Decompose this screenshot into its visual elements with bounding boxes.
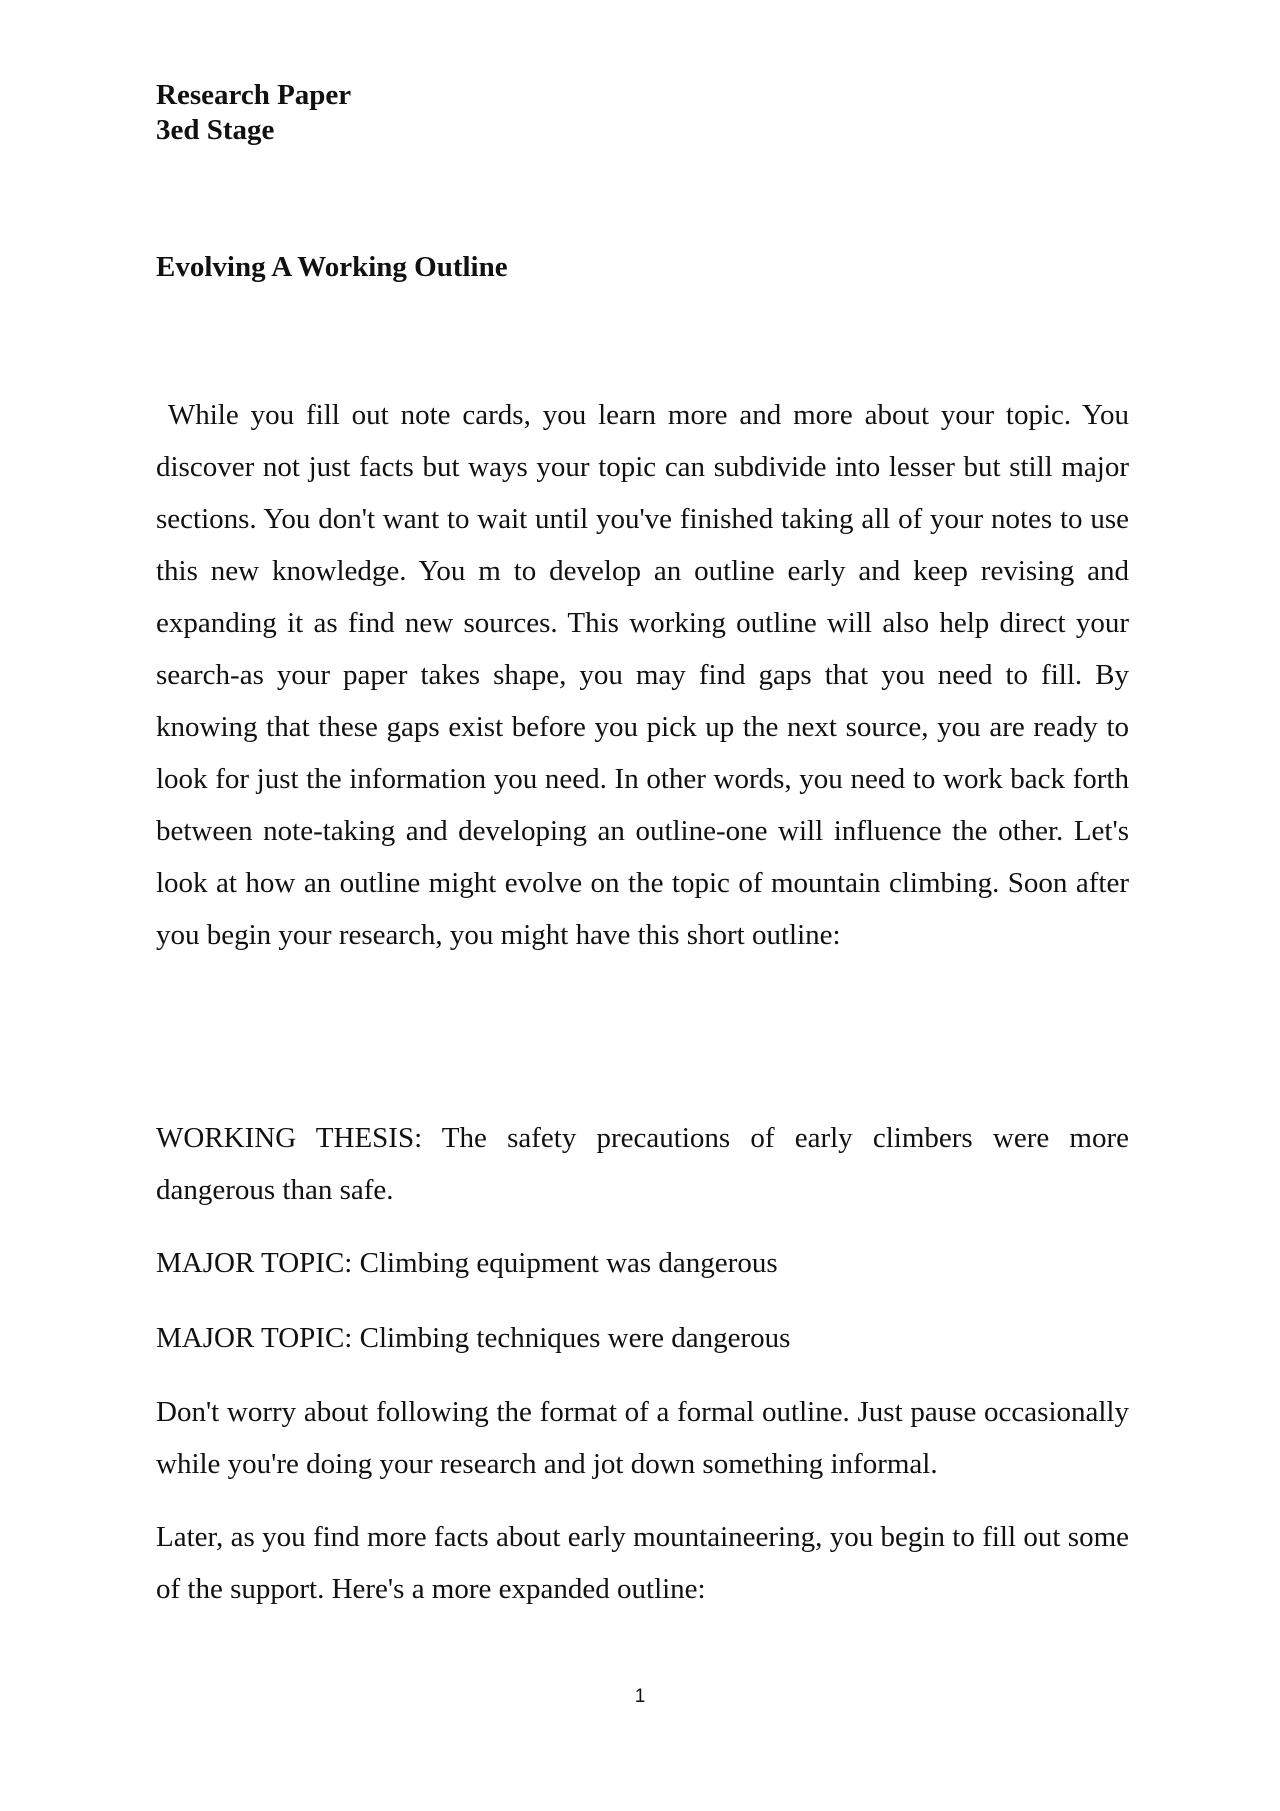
expanded-outline-paragraph: Later, as you find more facts about early mountaineering, you begin to fill out some of the support. Here's a more expanded outline: <box>156 1521 1129 1605</box>
major-topic-techniques: MAJOR TOPIC: Climbing techniques were dangerous <box>156 1322 791 1354</box>
format-advice-paragraph: Don't worry about following the format of a formal outline. Just pause occasionally while you're doing your research and jot down something informal. <box>156 1396 1129 1480</box>
page-number: 1 <box>634 1686 646 1707</box>
working-thesis-paragraph: WORKING THESIS: The safety precautions of early climbers were more dangerous than safe. <box>156 1122 1129 1206</box>
document-header <box>156 78 351 148</box>
section-title: Evolving A Working Outline <box>156 251 508 283</box>
intro-paragraph: While you fill out note cards, you learn more and more about your topic. You discover not just facts but ways your topic can subdivide into lesser but still major sections. You don't want to wait until you've finished taking all of your notes to use this new knowledge. You m to develop an outline early and keep revising and expanding it as find new sources. This working outline will also help direct your search-as your paper takes shape, you may find gaps that you need to fill. By knowing that these gaps exist before you pick up the next source, you are ready to look for just the information you need. In other words, you need to work back forth between note-taking and developing an outline-one will influence the other. Let's look at how an outline might evolve on the topic of mountain climbing. Soon after you begin your research, you might have this short outline: <box>156 399 1137 951</box>
header-title: Research Paper <box>156 79 352 111</box>
header-stage: 3ed Stage <box>156 114 275 146</box>
major-topic-equipment: MAJOR TOPIC: Climbing equipment was dangerous <box>156 1247 778 1279</box>
